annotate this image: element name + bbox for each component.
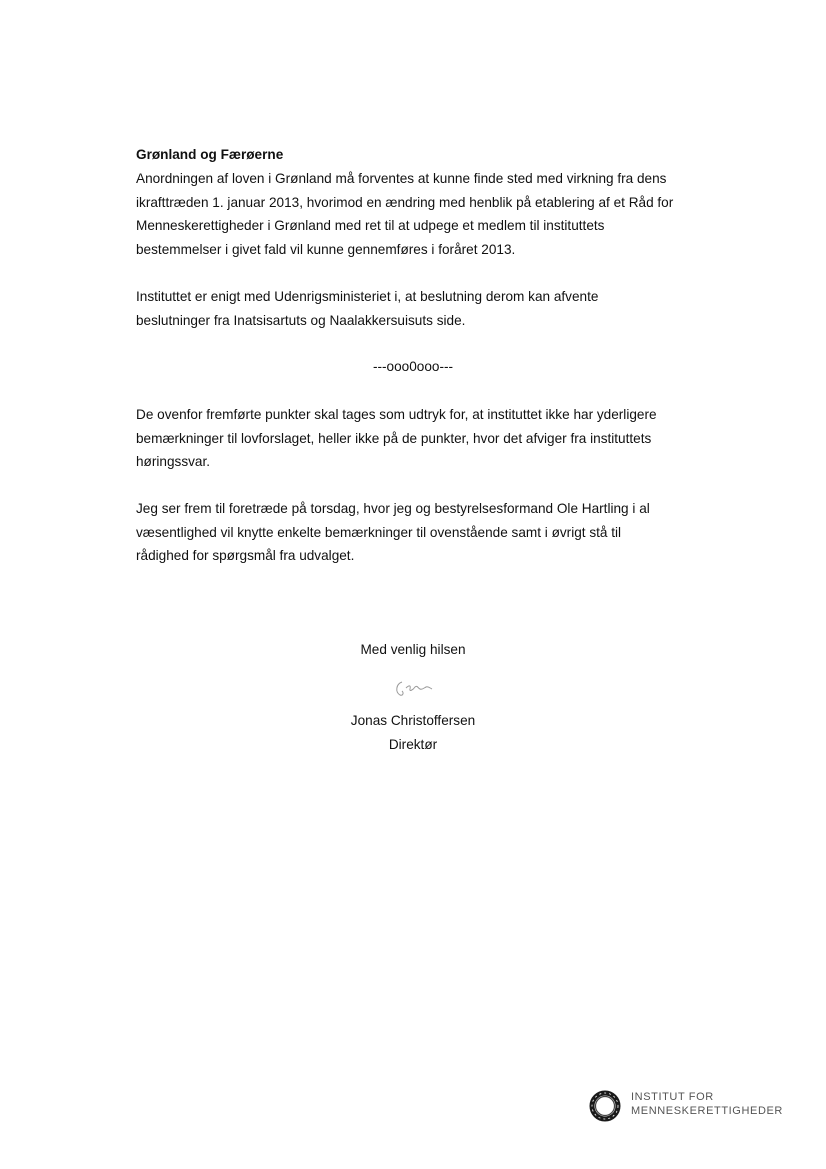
ring-logo-icon	[588, 1089, 624, 1125]
paragraph-line: høringssvar.	[136, 454, 211, 469]
paragraph-line: Jeg ser frem til foretræde på torsdag, hvor jeg og bestyrelsesformand Ole Hartling i al	[136, 501, 650, 516]
signatory-title: Direktør	[388, 737, 438, 752]
paragraph-line: rådighed for spørgsmål fra udvalget.	[136, 548, 355, 563]
section-heading: Grønland og Færøerne	[136, 147, 284, 162]
logo-wordmark	[631, 1090, 783, 1118]
handwritten-signature	[390, 676, 440, 702]
paragraph-line: bemærkninger til lovforslaget, heller ikke på de punkter, hvor det afviger fra instituttets	[136, 430, 652, 446]
paragraph-line: Menneskerettigheder i Grønland med ret til at udpege et medlem til instituttets	[136, 218, 605, 233]
paragraph-line: Anordningen af loven i Grønland må forventes at kunne finde sted med virkning fra dens	[136, 171, 667, 186]
paragraph-remarks	[136, 403, 706, 474]
paragraph-line: væsentlighed vil knytte enkelte bemærkninger til ovenstående samt i øvrigt stå til	[136, 524, 622, 540]
paragraph-line: beslutninger fra Inatsisartuts og Naalakkersuisuts side.	[136, 312, 466, 328]
signatory-name: Jonas Christoffersen	[350, 713, 476, 728]
paragraph-line: bestemmelser i givet fald vil kunne gennemføres i foråret 2013.	[136, 241, 516, 257]
paragraph-line: ikrafttræden 1. januar 2013, hvorimod en ændring med henblik på etablering af et Råd for	[136, 194, 674, 210]
paragraph-greenland	[136, 167, 706, 261]
institute-logo	[588, 1087, 788, 1123]
paragraph-line: Instituttet er enigt med Udenrigsministeriet i, at beslutning derom kan afvente	[136, 289, 599, 304]
section-separator: ---ooo0ooo---	[372, 359, 454, 374]
logo-line-2: MENNESKERETTIGHEDER	[631, 1105, 783, 1117]
paragraph-hearing	[136, 497, 706, 568]
paragraph-institute-agreement	[136, 285, 706, 332]
logo-line-1: INSTITUT FOR	[631, 1091, 714, 1103]
closing-greeting: Med venlig hilsen	[360, 642, 466, 657]
paragraph-line: De ovenfor fremførte punkter skal tages som udtryk for, at instituttet ikke har yderligere	[136, 407, 657, 422]
